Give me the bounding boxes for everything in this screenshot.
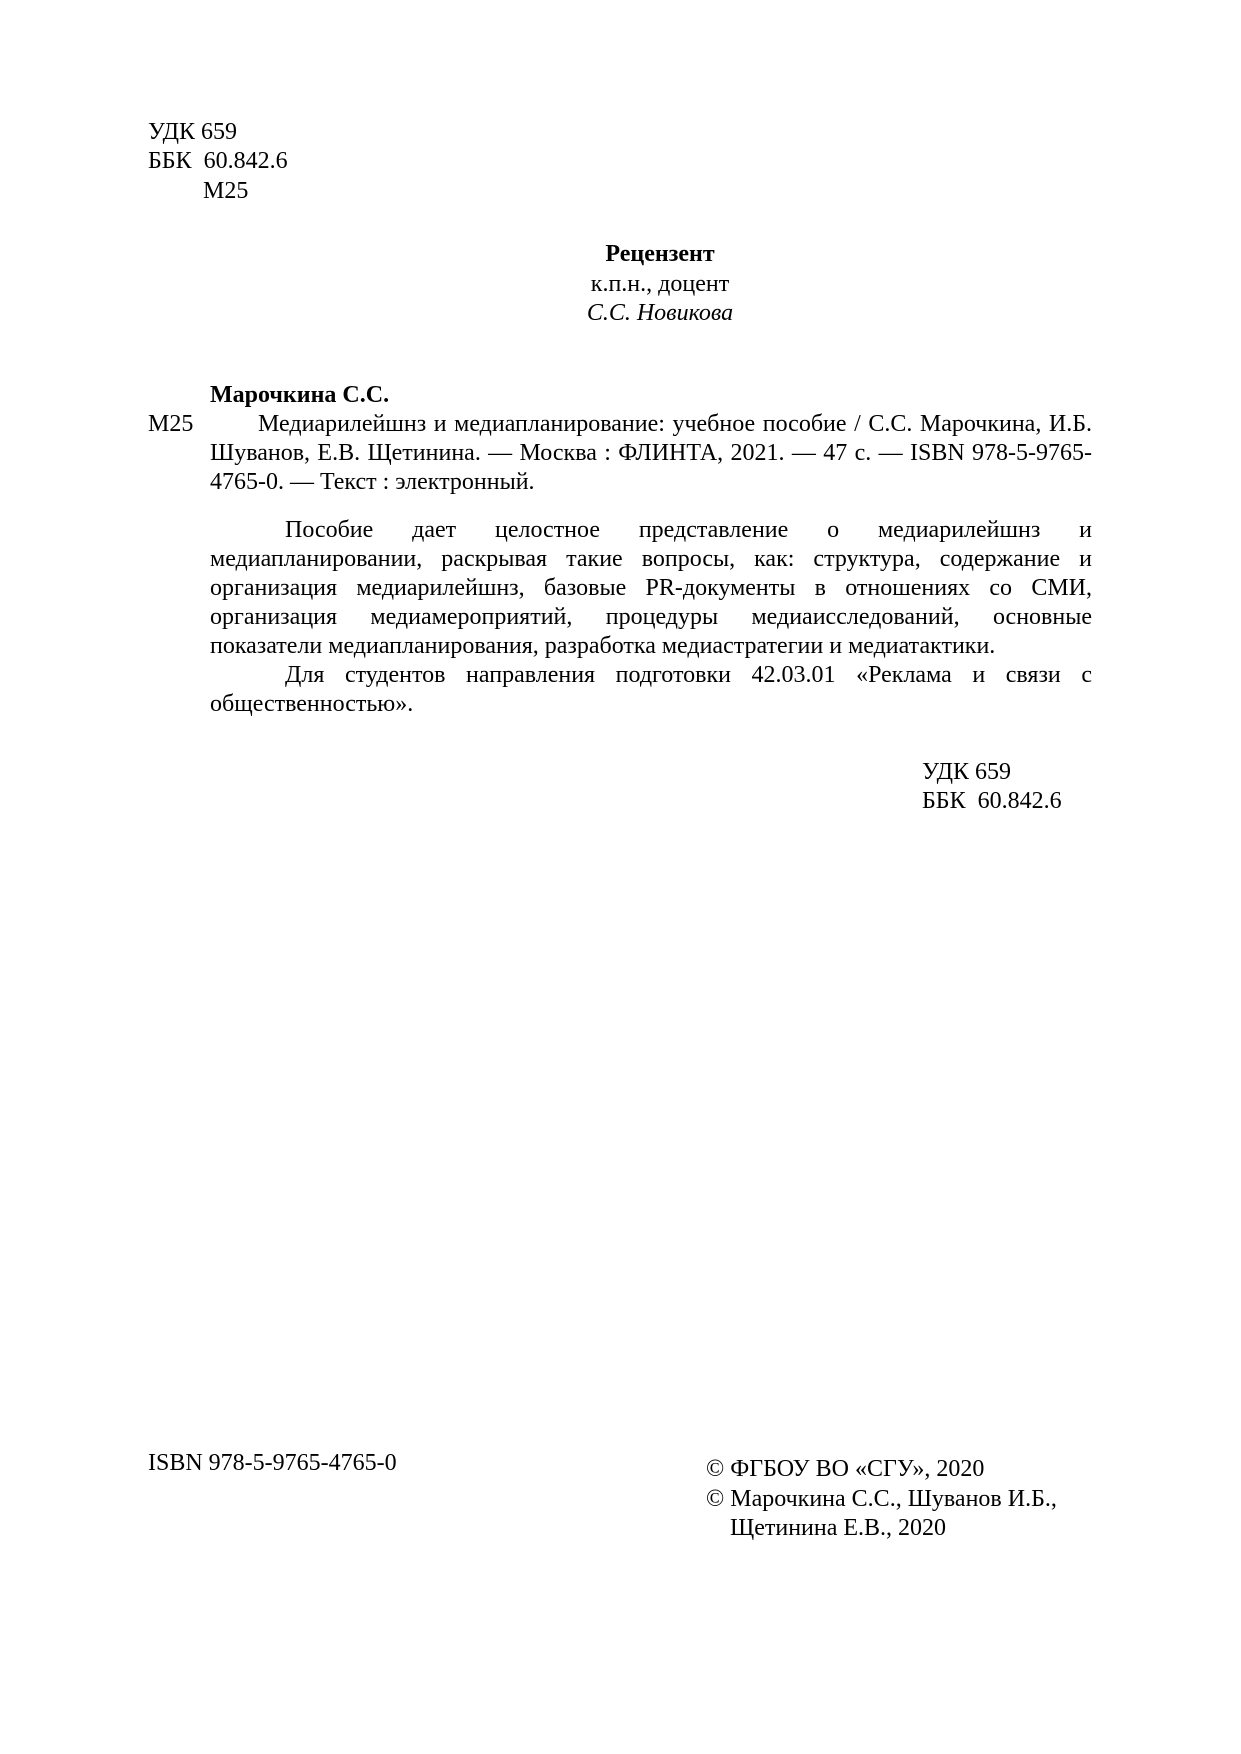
entry-author: Марочкина С.С. bbox=[210, 382, 390, 408]
udk-code-right: УДК 659 bbox=[922, 759, 1011, 785]
annotation-paragraph-2: Для студентов направления подготовки 42.03.01 «Реклама и связи с общественностью». bbox=[210, 662, 1092, 717]
copyright-authors: © Марочкина С.С., Шуванов И.Б., bbox=[706, 1486, 1057, 1512]
bibliographic-text: Медиарилейшнз и медиапланирование: учебное пособие / С.С. Марочкина, И.Б. Шуванов, Е.В. Щетинина. — Москва : ФЛИНТА, 2021. — 47 с. — ISBN 978-5-9765-4765-0. — Текст : электронный. bbox=[210, 411, 1092, 495]
author-mark-top: М25 bbox=[203, 178, 249, 204]
bibliographic-description bbox=[210, 410, 1092, 497]
reviewer-heading: Рецензент bbox=[605, 241, 715, 267]
isbn: ISBN 978-5-9765-4765-0 bbox=[148, 1450, 397, 1476]
entry-author-mark: М25 bbox=[148, 411, 194, 437]
annotation-paragraph-1: Пособие дает целостное представление о медиарилейшнз и медиапланировании, раскрывая такие вопросы, как: структура, содержание и организация медиарилейшнз, базовые PR-документы в отношениях со СМИ, организация медиамероприятий, процедуры медиаисследований, основные показатели медиапланирования, разработка медиастратегии и медиатактики. bbox=[210, 517, 1092, 659]
bbk-code-right: ББК 60.842.6 bbox=[922, 788, 1062, 814]
copyright-authors-continued: Щетинина Е.В., 2020 bbox=[730, 1515, 947, 1541]
reviewer-title: к.п.н., доцент bbox=[590, 271, 730, 297]
bbk-code-top: ББК 60.842.6 bbox=[148, 148, 288, 174]
annotation bbox=[210, 516, 1092, 719]
udk-code-top: УДК 659 bbox=[148, 119, 237, 145]
reviewer-name: С.С. Новикова bbox=[586, 300, 734, 326]
copyright-publisher: © ФГБОУ ВО «СГУ», 2020 bbox=[706, 1456, 985, 1482]
